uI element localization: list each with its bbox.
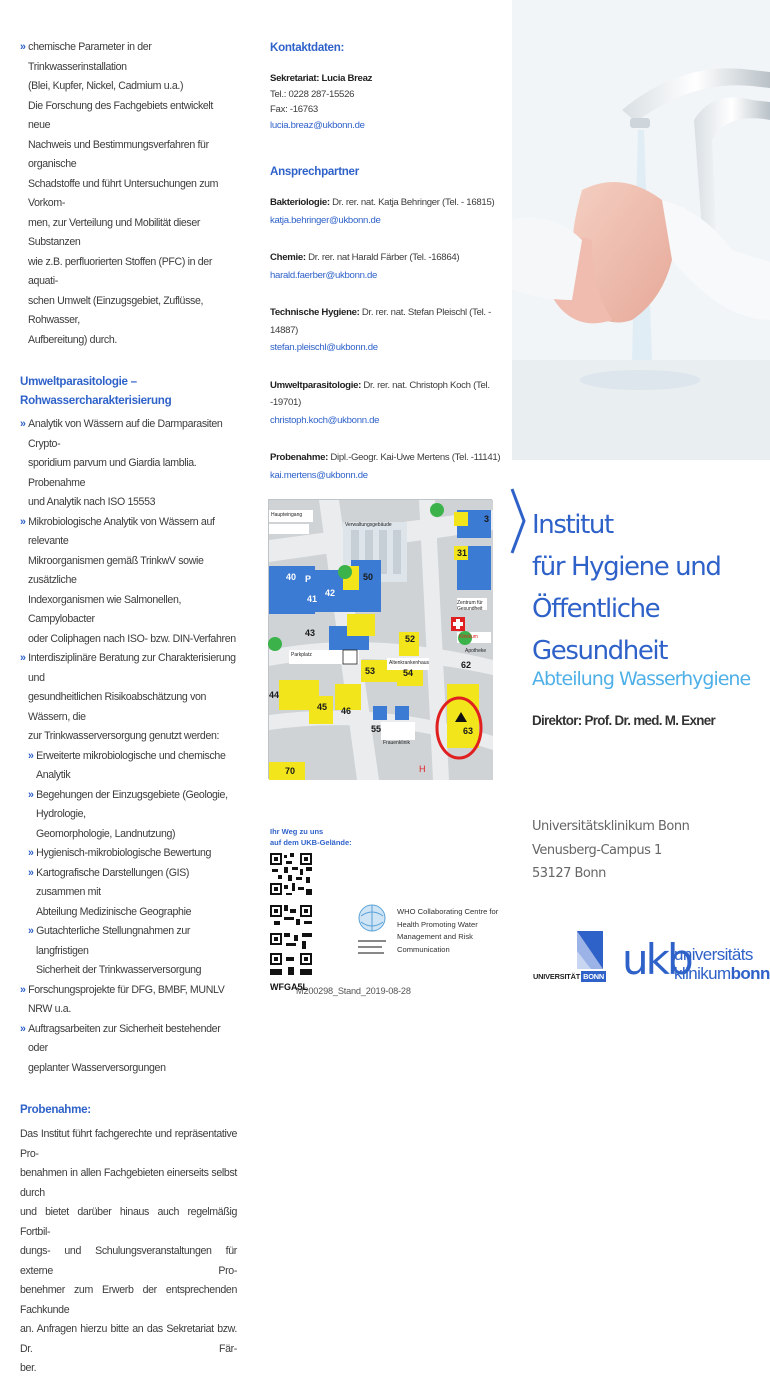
qr-text-2: auf dem UKB-Gelände: bbox=[270, 838, 352, 847]
contact-entry bbox=[270, 449, 512, 484]
contact-list bbox=[270, 194, 512, 484]
contact-text: Dipl.-Geogr. Kai-Uwe Mertens (Tel. -11141) bbox=[328, 452, 501, 463]
document-stand: M200298_Stand_2019-08-28 bbox=[296, 986, 411, 996]
contact-label: Bakteriologie: bbox=[270, 197, 330, 208]
sekretariat-email-link[interactable]: lucia.breaz@ukbonn.de bbox=[270, 119, 365, 131]
umwelt-item-line bbox=[20, 552, 237, 591]
who-line: Management and Risk bbox=[397, 932, 473, 941]
contact-entry bbox=[270, 304, 512, 357]
umwelt-item-line bbox=[20, 454, 237, 493]
bullet-mark: » bbox=[28, 866, 37, 879]
map-number: 55 bbox=[371, 724, 382, 734]
map-number: 52 bbox=[405, 634, 416, 644]
umwelt-item-text: Sicherheit der Trinkwasserversorgung bbox=[36, 964, 202, 976]
title-line: Institut bbox=[532, 510, 613, 540]
umwelt-item-line bbox=[20, 922, 237, 961]
umwelt-item-text: Mikrobiologische Analytik von Wässern auf relevante bbox=[28, 515, 215, 547]
map-number: 46 bbox=[341, 706, 352, 716]
probe-section bbox=[20, 1100, 237, 1379]
map-label-text: Klinikum bbox=[459, 634, 478, 640]
umwelt-item-text: Begehungen der Einzugsgebiete (Geologie, Hydrologie, bbox=[36, 788, 228, 820]
map-label-text: Haupteingang bbox=[271, 512, 303, 518]
intro-line bbox=[20, 38, 237, 77]
map-label-text: Apotheke bbox=[465, 648, 487, 654]
intro-line bbox=[20, 253, 237, 292]
contact-line bbox=[270, 249, 512, 267]
probe-line: dungs- und Schulungsveranstaltungen für externe Pro- bbox=[20, 1245, 237, 1277]
umwelt-item-text: Geomorphologie, Landnutzung) bbox=[36, 827, 176, 840]
umwelt-item-text: Interdisziplinäre Beratung zur Charakterisierung und bbox=[28, 652, 236, 684]
sekretariat-tel: Tel.: 0228 287-15526 bbox=[270, 88, 355, 100]
umwelt-item-text: Indexorganismen wie Salmonellen, Campylobacter bbox=[28, 593, 182, 625]
contact-label: Chemie: bbox=[270, 252, 306, 263]
intro-line bbox=[20, 136, 237, 175]
address-line: Venusberg-Campus 1 bbox=[532, 842, 662, 858]
umwelt-item-line bbox=[20, 727, 237, 747]
contact-email-link[interactable]: kai.mertens@ukbonn.de bbox=[270, 469, 368, 481]
intro-line-text: Aufbereitung) durch. bbox=[28, 333, 117, 346]
umwelt-item-line bbox=[20, 981, 237, 1020]
ukb-wordmark bbox=[674, 945, 770, 983]
umwelt-item-line bbox=[20, 1059, 237, 1079]
map-label-text: Frauenklinik bbox=[383, 740, 410, 746]
bullet-mark: » bbox=[28, 749, 37, 762]
umwelt-item-line bbox=[20, 786, 237, 825]
probe-line: benahmen in allen Fachgebieten einerseits selbst durch bbox=[20, 1167, 237, 1199]
umwelt-item-text: Mikroorganismen gemäß TrinkwV sowie zusätzliche bbox=[28, 554, 204, 586]
ukb-mark: ukb bbox=[622, 935, 691, 984]
ukb-logo bbox=[622, 935, 770, 985]
ukb-line-1: universitäts bbox=[674, 945, 753, 964]
institute-title bbox=[532, 504, 770, 672]
address-block bbox=[532, 815, 689, 886]
intro-line bbox=[20, 331, 237, 351]
university-label-text: UNIVERSITÄT bbox=[533, 972, 581, 981]
contact-text: Dr. rer. nat. Christoph Koch (Tel. -19701) bbox=[270, 379, 490, 408]
intro-line-text: wie z.B. perfluorierten Stoffen (PFC) in der aquati- bbox=[28, 255, 213, 287]
ukb-line-2b: bonn bbox=[730, 964, 770, 983]
umwelt-list bbox=[20, 415, 237, 1078]
map-label-text: Verwaltungsgebäude bbox=[345, 522, 392, 528]
contact-email-link[interactable]: katja.behringer@ukbonn.de bbox=[270, 214, 381, 226]
map-number: 63 bbox=[463, 726, 474, 736]
umwelt-item-text: gesundheitlichen Risikoabschätzung von Wässern, die bbox=[28, 691, 207, 723]
contact-text: Dr. rer. nat Harald Färber (Tel. -16864) bbox=[305, 252, 460, 263]
director-line: Direktor: Prof. Dr. med. M. Exner bbox=[532, 713, 716, 728]
contact-email-link[interactable]: christoph.koch@ukbonn.de bbox=[270, 414, 380, 426]
ukb-line-2a: klinikum bbox=[674, 964, 731, 983]
left-column bbox=[0, 0, 255, 1374]
who-logo-icon bbox=[355, 900, 389, 960]
bullet-mark: » bbox=[20, 652, 29, 664]
university-label bbox=[533, 972, 606, 981]
qr-code-icon[interactable] bbox=[270, 853, 312, 975]
map-number: 44 bbox=[269, 690, 280, 700]
map-number: 50 bbox=[363, 572, 374, 582]
contact-email-link[interactable]: harald.faerber@ukbonn.de bbox=[270, 269, 378, 281]
bullet-mark: » bbox=[20, 515, 29, 528]
map-number: 53 bbox=[365, 666, 376, 676]
map-label-text: Altenkrankenhaus bbox=[389, 660, 430, 666]
bullet-mark: » bbox=[20, 41, 29, 53]
umwelt-item-line bbox=[20, 415, 237, 454]
map-parking: P bbox=[305, 574, 312, 584]
umwelt-item-text: Forschungsprojekte für DFG, BMBF, MUNLV NRW u.a. bbox=[28, 983, 225, 1015]
umwelt-item-line bbox=[20, 688, 237, 727]
map-label-text: Parkplatz bbox=[291, 652, 312, 658]
qr-section bbox=[270, 826, 352, 992]
probe-heading: Probenahme: bbox=[20, 1103, 91, 1116]
intro-line-text: Nachweis und Bestimmungsverfahren für organische bbox=[28, 138, 209, 170]
bullet-mark: » bbox=[28, 788, 37, 801]
umwelt-item-text: geplanter Wasserversorgungen bbox=[28, 1061, 166, 1074]
umwelt-item-line bbox=[20, 844, 237, 864]
umwelt-item-text: Erweiterte mikrobiologische und chemische Analytik bbox=[36, 749, 226, 781]
kontakt-heading: Kontaktdaten: bbox=[270, 41, 345, 54]
sekretariat-fax: Fax: -16763 bbox=[270, 104, 318, 115]
address-line: 53127 Bonn bbox=[532, 866, 606, 881]
intro-line bbox=[20, 97, 237, 136]
map-number: 42 bbox=[325, 588, 336, 598]
map-number: 70 bbox=[285, 766, 296, 776]
probe-line: Das Institut führt fachgerechte und repräsentative Pro- bbox=[20, 1128, 237, 1160]
umwelt-item-text: Analytik von Wässern auf die Darmparasiten Crypto- bbox=[28, 418, 223, 450]
address-line: Universitätsklinikum Bonn bbox=[532, 819, 690, 834]
intro-line bbox=[20, 214, 237, 253]
umwelt-item-line bbox=[20, 649, 237, 688]
umwelt-item-line bbox=[20, 493, 237, 513]
intro-line bbox=[20, 292, 237, 331]
contact-entry bbox=[270, 249, 512, 284]
intro-line bbox=[20, 77, 237, 97]
ansprech-heading: Ansprechpartner bbox=[270, 165, 359, 178]
map-number: 43 bbox=[305, 628, 316, 638]
map-number: 3 bbox=[484, 514, 490, 524]
contact-line bbox=[270, 304, 512, 339]
hand-washing-photo bbox=[512, 0, 770, 460]
bullet-mark: » bbox=[20, 983, 29, 996]
umwelt-item-text: Auftragsarbeiten zur Sicherheit bestehender oder bbox=[28, 1022, 221, 1054]
umwelt-item-line bbox=[20, 961, 237, 981]
umwelt-section bbox=[20, 372, 237, 1078]
campus-map-graphic bbox=[269, 500, 493, 780]
svg-text:H: H bbox=[419, 764, 426, 774]
contact-line bbox=[270, 449, 512, 467]
sekretariat-label: Sekretariat: Lucia Breaz bbox=[270, 73, 373, 84]
intro-line-text: schen Umwelt (Einzugsgebiet, Zuflüsse, Rohwasser, bbox=[28, 294, 204, 326]
bullet-mark: » bbox=[20, 1022, 29, 1035]
bullet-mark: » bbox=[20, 418, 29, 430]
intro-line-text: (Blei, Kupfer, Nickel, Cadmium u.a.) bbox=[28, 80, 184, 92]
contact-entry bbox=[270, 377, 512, 430]
department-title: Abteilung Wasserhygiene bbox=[532, 668, 751, 690]
probe-line: an. Anfragen hierzu bitte an das Sekretariat bzw. Dr. Fär- bbox=[20, 1323, 237, 1355]
umwelt-item-text: oder Coliphagen nach ISO- bzw. DIN-Verfahren bbox=[28, 632, 236, 645]
probe-line: benehmer zum Erwerb der entsprechenden Fachkunde bbox=[20, 1284, 237, 1316]
bullet-mark: » bbox=[28, 847, 37, 859]
university-label-bonn: BONN bbox=[583, 972, 605, 981]
map-number: 41 bbox=[307, 594, 318, 604]
umwelt-item-line bbox=[20, 513, 237, 552]
umwelt-item-text: Gutachterliche Stellungnahmen zur langfristigen bbox=[36, 925, 191, 957]
map-number: 54 bbox=[403, 668, 414, 678]
umwelt-item-line bbox=[20, 864, 237, 903]
intro-line-text: chemische Parameter in der Trinkwasserinstallation bbox=[28, 41, 152, 73]
campus-map[interactable] bbox=[268, 499, 492, 779]
umwelt-item-text: Abteilung Medizinische Geographie bbox=[36, 905, 192, 918]
map-number: 45 bbox=[317, 702, 328, 712]
umwelt-heading-1: Umweltparasitologie – bbox=[20, 375, 137, 388]
umwelt-item-line bbox=[20, 825, 237, 845]
intro-line bbox=[20, 175, 237, 214]
contact-label: Technische Hygiene: bbox=[270, 307, 360, 318]
umwelt-item-line bbox=[20, 630, 237, 650]
umwelt-item-text: sporidium parvum und Giardia lamblia. Probenahme bbox=[28, 457, 197, 489]
who-text bbox=[397, 906, 507, 956]
contact-email-link[interactable]: stefan.pleischl@ukbonn.de bbox=[270, 342, 378, 353]
umwelt-item-line bbox=[20, 591, 237, 630]
title-line: für Hygiene und bbox=[532, 552, 721, 582]
contact-label: Umweltparasitologie: bbox=[270, 379, 362, 391]
contact-entry bbox=[270, 194, 512, 229]
intro-line-text: Die Forschung des Fachgebiets entwickelt neue bbox=[28, 99, 214, 131]
umwelt-heading-2: Rohwassercharakterisierung bbox=[20, 394, 172, 407]
umwelt-item-line bbox=[20, 903, 237, 923]
contact-label: Probenahme: bbox=[270, 452, 329, 463]
map-number: 62 bbox=[461, 660, 472, 670]
intro-line-text: Schadstoffe und führt Untersuchungen zum Vorkom- bbox=[28, 177, 219, 209]
intro-text bbox=[20, 38, 237, 350]
who-line: WHO Collaborating Centre for bbox=[397, 907, 499, 916]
umwelt-item-text: zur Trinkwasserversorgung genutzt werden: bbox=[28, 730, 220, 742]
probe-text bbox=[20, 1125, 237, 1379]
map-number: 40 bbox=[286, 572, 297, 582]
title-line: Öffentliche Gesundheit bbox=[532, 594, 668, 666]
who-line: Communication bbox=[397, 944, 450, 954]
umwelt-item-line bbox=[20, 1020, 237, 1059]
sekretariat-block bbox=[270, 71, 512, 133]
contact-text: Dr. rer. nat. Stefan Pleischl (Tel. - 14887) bbox=[270, 307, 492, 336]
map-number: 31 bbox=[457, 548, 468, 558]
map-label-text: Zentrum für Gesundheit bbox=[457, 600, 483, 612]
probe-line: und bietet darüber hinaus auch regelmäßig Fortbil- bbox=[20, 1206, 237, 1238]
qr-text-1: Ihr Weg zu uns bbox=[270, 827, 324, 836]
chevron-right-icon bbox=[510, 487, 528, 555]
contact-line bbox=[270, 377, 512, 412]
intro-line-text: men, zur Verteilung und Mobilität dieser Substanzen bbox=[28, 216, 201, 248]
contact-line bbox=[270, 194, 512, 212]
qr-code-label: WFGA5L bbox=[270, 982, 308, 992]
umwelt-item-text: Kartografische Darstellungen (GIS) zusammen mit bbox=[36, 866, 190, 898]
who-line: Health Promoting Water bbox=[397, 919, 478, 929]
probe-line: ber. bbox=[20, 1362, 37, 1374]
umwelt-item-line bbox=[20, 747, 237, 786]
bullet-mark: » bbox=[28, 925, 37, 937]
umwelt-item-text: und Analytik nach ISO 15553 bbox=[28, 496, 156, 508]
contact-text: Dr. rer. nat. Katja Behringer (Tel. - 16815) bbox=[329, 197, 495, 208]
umwelt-item-text: Hygienisch-mikrobiologische Bewertung bbox=[36, 847, 212, 859]
